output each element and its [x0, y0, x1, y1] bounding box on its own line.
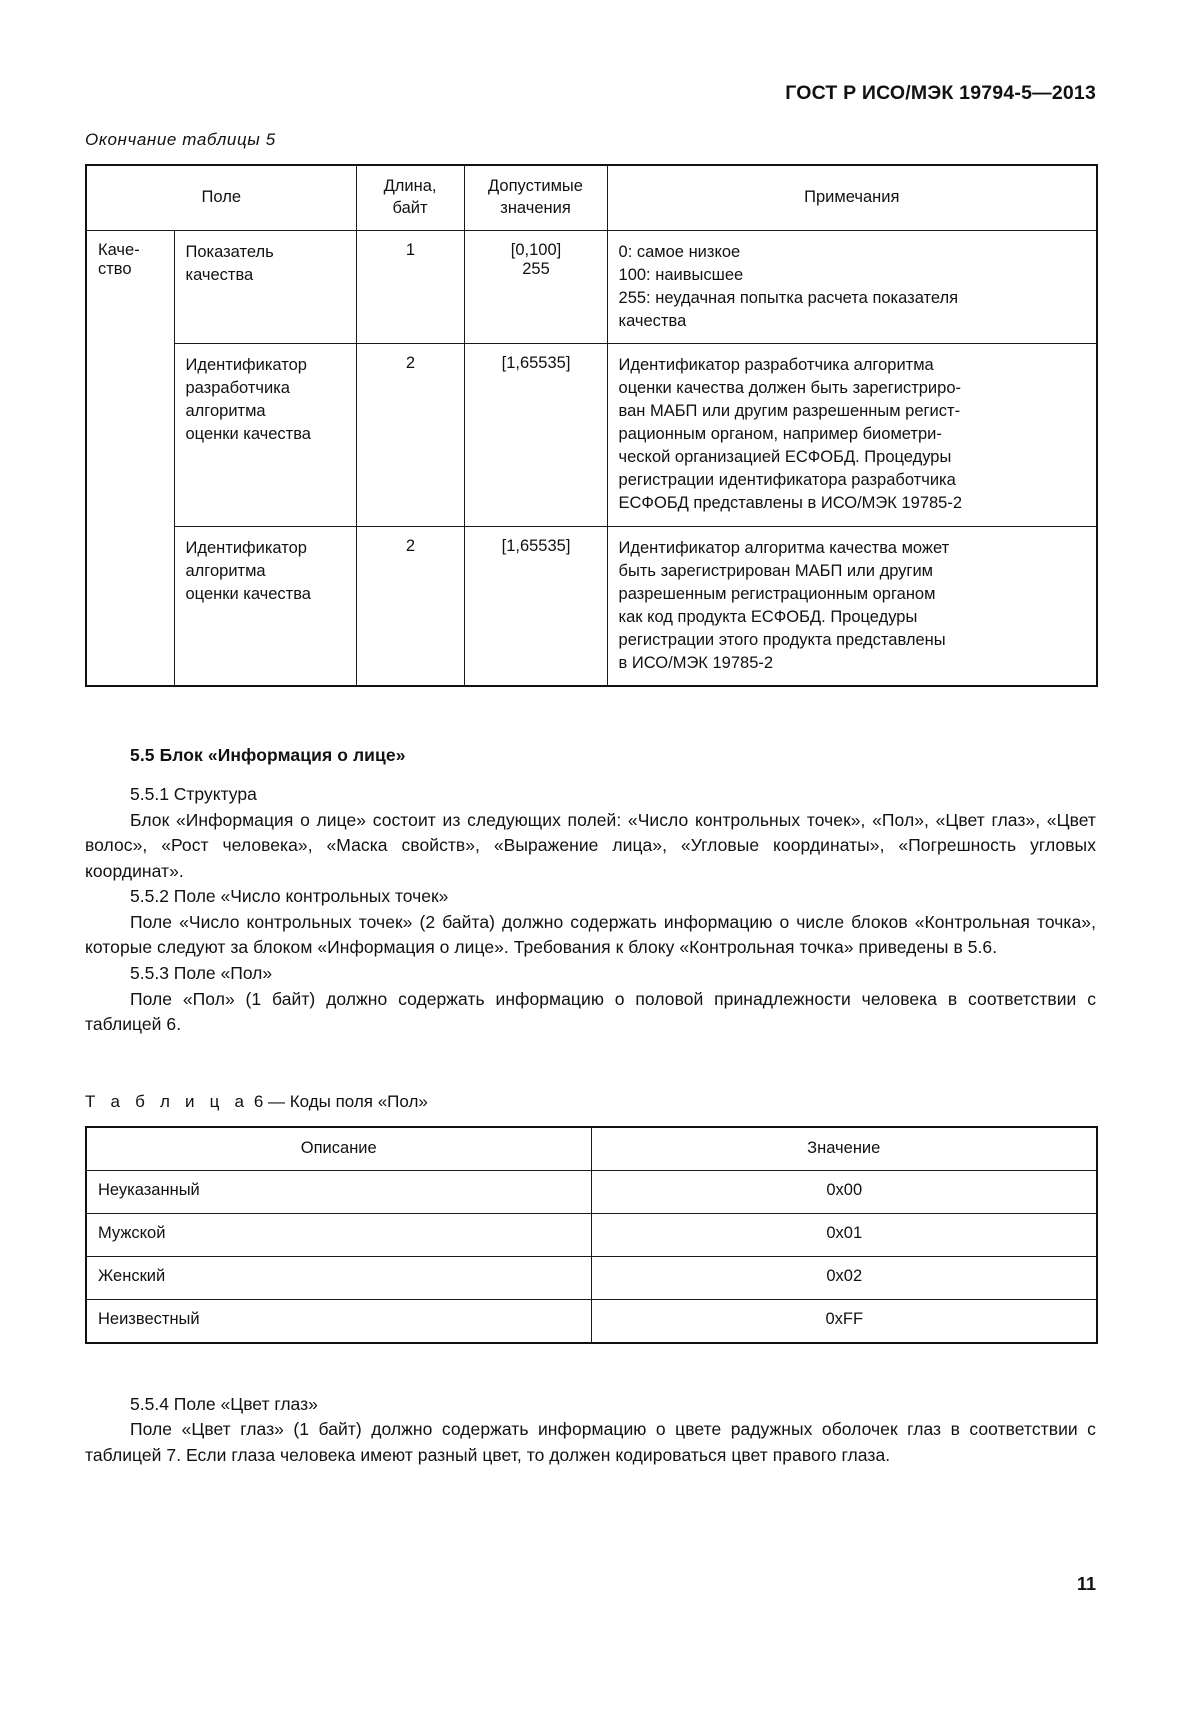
table5-col-length-line2: байт — [392, 198, 428, 217]
note-line: 255: неудачная попытка расчета показателя — [618, 288, 959, 307]
table5-group-label-line2: ство — [98, 259, 132, 278]
field-line: качества — [185, 265, 254, 284]
field-line: алгоритма — [185, 402, 266, 421]
note-line: 0: самое низкое — [618, 242, 741, 261]
table5-col-length-line1: Длина, — [383, 177, 437, 195]
field-line: оценки качества — [185, 425, 311, 444]
table5-header-row — [86, 165, 1097, 230]
note-line: в ИСО/МЭК 19785-2 — [618, 654, 774, 673]
subsection-5-5-3-text: Поле «Пол» (1 байт) должно содержать информацию о половой принадлежности человека в соответствии с таблицей 6. — [85, 988, 1096, 1035]
table5-col-notes: Примечания — [607, 165, 1097, 230]
subsection-5-5-2-text: Поле «Число контрольных точек» (2 байта) должно содержать информацию о числе блоков «Контрольная точка», которые следуют за блоком «Информация о лице». Требования к блоку «Контрольная точка» приведены в 5.6. — [85, 911, 1096, 958]
table6-description: Женский — [86, 1256, 591, 1299]
section-5-5 — [85, 745, 1096, 1037]
note-line: быть зарегистрирован МАБП или другим — [618, 561, 934, 580]
table-row — [86, 343, 1097, 526]
table-row — [86, 230, 1097, 343]
field-line: разработчика — [185, 379, 290, 397]
table5-col-length — [356, 165, 464, 230]
table5-field-name — [174, 526, 356, 686]
section-5-5-4 — [85, 1392, 1096, 1469]
table6-value: 0x00 — [591, 1170, 1097, 1213]
table6-value: 0x01 — [591, 1213, 1097, 1256]
table5-field-name — [174, 343, 356, 526]
table6-value: 0xFF — [591, 1299, 1097, 1343]
note-line: регистрации идентификатора разработчика — [618, 471, 956, 490]
table5-field-values — [464, 230, 607, 343]
table5-group-label-line1: Каче- — [98, 240, 140, 259]
table-6-block — [85, 1092, 1096, 1344]
note-line: ческой организацией ЕСФОБД. Процедуры — [618, 448, 952, 467]
table6-description: Неизвестный — [86, 1299, 591, 1343]
subsection-5-5-1-text: Блок «Информация о лице» состоит из следующих полей: «Число контрольных точек», «Пол», «Цвет глаз», «Цвет волос», «Рост человека», «Маска свойств», «Выражение лица», «Угловые координаты», «Погрешность угловых координат». — [85, 809, 1096, 881]
table5-col-values-line2: значения — [500, 198, 571, 217]
note-line: качества — [618, 311, 687, 330]
note-line: разрешенным регистрационным органом — [618, 584, 936, 603]
table6-description: Мужской — [86, 1213, 591, 1256]
value-line: [0,100] — [510, 240, 562, 259]
table-5-continuation — [85, 164, 1098, 687]
subsection-5-5-4-title: 5.5.4 Поле «Цвет глаз» — [130, 1393, 318, 1414]
table6-description: Неуказанный — [86, 1170, 591, 1213]
table6-caption-label: Т а б л и ц а — [85, 1091, 250, 1111]
table5-field-name — [174, 230, 356, 343]
table-row — [86, 1256, 1097, 1299]
field-line: Показатель — [185, 242, 274, 261]
note-line: оценки качества должен быть зарегистриро- — [618, 379, 961, 397]
field-line: Идентификатор — [185, 538, 307, 557]
table-row — [86, 526, 1097, 686]
table6-value: 0x02 — [591, 1256, 1097, 1299]
note-line: Идентификатор разработчика алгоритма — [618, 355, 934, 374]
table-6-gender-codes — [85, 1126, 1098, 1344]
table5-field-length: 1 — [356, 230, 464, 343]
note-line: рационным органом, например биометри- — [618, 425, 942, 444]
value-line: 255 — [522, 259, 550, 278]
field-line: оценки качества — [185, 584, 311, 603]
table6-caption — [85, 1092, 1096, 1112]
page-content — [85, 130, 1096, 1468]
note-line: Идентификатор алгоритма качества может — [618, 538, 950, 557]
table5-group-quality — [86, 230, 174, 686]
page-number: 11 — [1076, 1574, 1096, 1594]
running-header-standard-number: ГОСТ Р ИСО/МЭК 19794-5—2013 — [785, 82, 1096, 104]
note-line: 100: наивысшее — [618, 265, 744, 284]
table-row — [86, 1213, 1097, 1256]
table5-col-field: Поле — [86, 165, 356, 230]
table5-field-notes — [607, 343, 1097, 526]
table6-header-row — [86, 1127, 1097, 1171]
note-line: ЕСФОБД представлены в ИСО/МЭК 19785-2 — [618, 494, 963, 513]
subsection-5-5-3-title: 5.5.3 Поле «Пол» — [130, 962, 273, 983]
table5-field-length: 2 — [356, 343, 464, 526]
note-line: регистрации этого продукта представлены — [618, 630, 946, 649]
subsection-5-5-2-title: 5.5.2 Поле «Число контрольных точек» — [130, 886, 449, 907]
table5-continuation-caption: Окончание таблицы 5 — [85, 130, 276, 149]
table6-caption-rest: 6 — Коды поля «Пол» — [249, 1091, 428, 1111]
note-line: ван МАБП или другим разрешенным регист- — [618, 402, 961, 421]
table-row — [86, 1170, 1097, 1213]
table5-col-values — [464, 165, 607, 230]
note-line: как код продукта ЕСФОБД. Процедуры — [618, 607, 918, 626]
table6-col-value: Значение — [591, 1127, 1097, 1171]
table5-field-values: [1,65535] — [464, 526, 607, 686]
field-line: Идентификатор — [185, 355, 307, 374]
table5-col-values-line1: Допустимые — [488, 177, 583, 195]
table-row — [86, 1299, 1097, 1343]
subsection-5-5-1-title: 5.5.1 Структура — [130, 784, 257, 805]
table6-col-description: Описание — [86, 1127, 591, 1171]
page-title: 5.5 Блок «Информация о лице» — [130, 745, 406, 766]
table5-field-notes — [607, 526, 1097, 686]
table5-field-values: [1,65535] — [464, 343, 607, 526]
table5-field-notes — [607, 230, 1097, 343]
subsection-5-5-4-text: Поле «Цвет глаз» (1 байт) должно содержать информацию о цвете радужных оболочек глаз в соответствии с таблицей 7. Если глаза человека имеют разный цвет, то должен кодироваться цвет правого глаза. — [85, 1419, 1096, 1465]
field-line: алгоритма — [185, 561, 266, 580]
table5-field-length: 2 — [356, 526, 464, 686]
